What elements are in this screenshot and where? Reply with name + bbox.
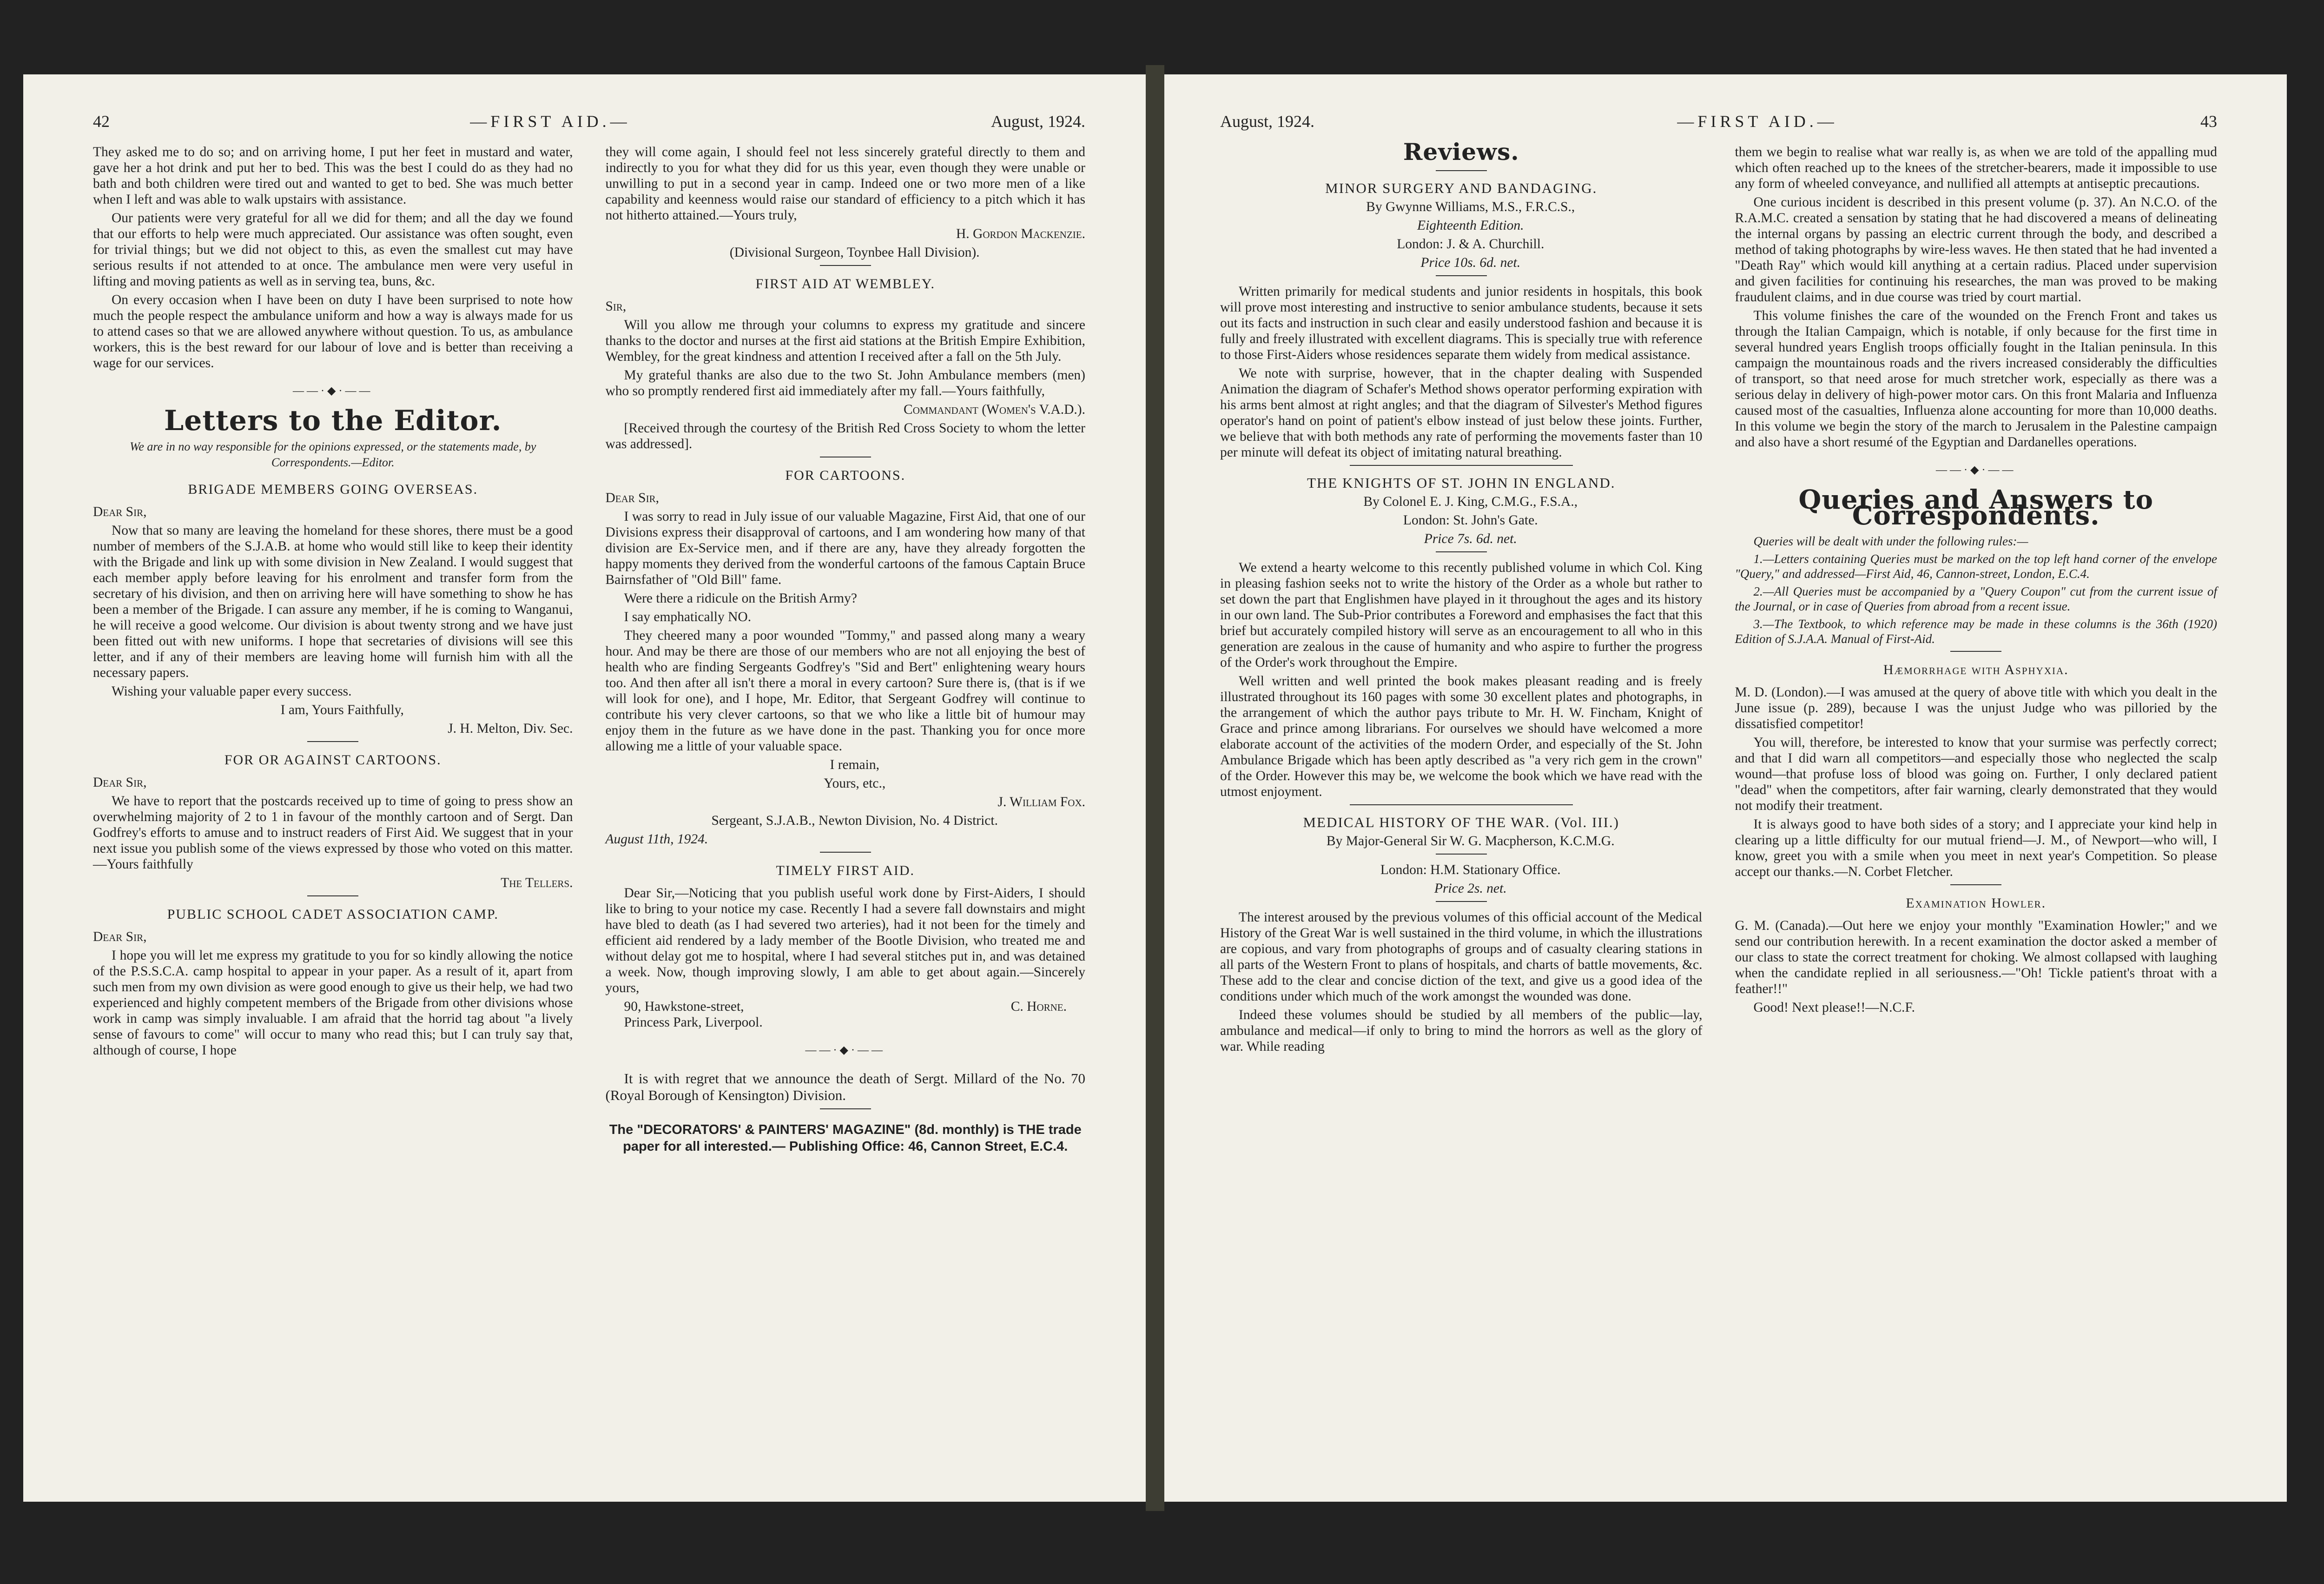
divider (1950, 884, 2001, 885)
paragraph: Well written and well printed the book makes pleasant reading and is freely illustrated throughout its 160 pages with some 30 excellent plates and photographs, in the arrangement of which the author pays tribute to Mr. H. W. Fincham, Knight of Grace and prince among librarians. For ourselves we should have welcomed a more elaborate account of the activities of the modern Order, and especially of the St. John Ambulance Brigade which has been aptly described as "a very rich gem in the crown" of the Order. However this may be, we welcome the book which we have read with the utmost enjoyment. (1220, 674, 1703, 799)
paragraph: I hope you will let me express my gratitude to you for so kindly allowing the notice of the P.S.S.C.A. camp hospital to appear in your paper. As a result of it, apart from such men from my own division as were good enough to give us their help, we had two experienced and highly competent members of the Brigade from other divisions whose work in camp was simply invaluable. I am afraid that the horrid tag about "a lively sense of favours to come" will occur to many who read this; but I can truly say that, although of course, I hope (93, 948, 573, 1058)
divider (1436, 901, 1487, 902)
paragraph: Will you allow me through your columns to express my gratitude and sincere thanks to the doctor and nurses at the first aid stations at the British Empire Exhibition, Wembley, for the great kindness and attention I received after a fall on the 5th July. (605, 318, 1085, 364)
letter-title: FOR CARTOONS. (785, 468, 906, 483)
closing: I remain, (830, 757, 879, 772)
paragraph: We note with surprise, however, that in the chapter dealing with Suspended Animation the diagram of Schafer's Method shows operator performing expiration with his arms bent almost at right angles; and that the diagram of Silvester's Method figures operator's hand on point of patient's elbow instead of just below these joints. Further, we believe that with both methods any rate of performing the movements faster than 10 per minute will defeat its object of imitating natural breathing. (1220, 366, 1703, 460)
editor-disclaimer: We are in no way responsible for the opinions expressed, or the statements made, by Correspondents.—Editor. (130, 440, 536, 469)
divider (1950, 651, 2001, 652)
address: 90, Hawkstone-street, (624, 999, 744, 1014)
book-spine (1146, 65, 1164, 1511)
signature: J. H. Melton, Div. Sec. (448, 721, 573, 736)
book-author: By Colonel E. J. King, C.M.G., F.S.A., (1363, 494, 1578, 509)
paragraph: We extend a hearty welcome to this recently published volume in which Col. King in pleasing fashion seeks not to write the history of the Order as a whole but rather to set down the part that Englishmen have played in it throughout the ages and its history in our own land. The Sub-Prior contributes a Foreword and emphasises the fact that this brief but accurately compiled history will serve as an encouragement to all who in this generation are zealous in the cause of humanity and who aspire to further the progress of the Order's work throughout the Empire. (1220, 560, 1703, 670)
right-column-2 (1735, 144, 2218, 1057)
query-title: Hæmorrhage with Asphyxia. (1883, 662, 2069, 677)
query-title: Examination Howler. (1906, 895, 2047, 911)
paragraph: G. M. (Canada).—Out here we enjoy your monthly "Examination Howler;" and we send our contribution herewith. In a recent examination the doctor asked a member of our class to state the correct treatment for choking. We almost collapsed with laughing when the candidate replied in all seriousness.—"Oh! Tickle patient's throat with a feather!!" (1735, 918, 2217, 996)
obituary-notice: It is with regret that we announce the death of Sergt. Millard of the No. 70 (Royal Borough of Kensington) Division. (605, 1070, 1085, 1103)
signature: C. Horne. (1010, 999, 1067, 1014)
letters-section-title: Letters to the Editor. (164, 404, 502, 437)
letter-title: BRIGADE MEMBERS GOING OVERSEAS. (188, 482, 478, 497)
paragraph: Wishing your valuable paper every success. (112, 684, 352, 699)
salutation: Dear Sir, (93, 504, 147, 519)
issue-date: August, 1924. (990, 112, 1085, 131)
book-author: By Major-General Sir W. G. Macpherson, K.C.M.G. (1326, 834, 1615, 848)
book-edition: Eighteenth Edition. (1417, 218, 1524, 233)
book-price: Price 10s. 6d. net. (1420, 255, 1521, 270)
salutation: Sir, (605, 299, 627, 314)
book-publisher: London: H.M. Stationary Office. (1380, 862, 1561, 877)
letter-title: PUBLIC SCHOOL CADET ASSOCIATION CAMP. (167, 907, 499, 922)
paragraph: It is always good to have both sides of a story; and I appreciate your kind help in clearing up a little difficulty for our mutual friend—J. M., of Newport—who will, I know, greet you with a smile when you meet in next year's Competition. So please accept our thanks.—N. Corbet Fletcher. (1735, 817, 2217, 879)
paragraph: Indeed these volumes should be studied by all members of the public—lay, ambulance and medical—if only to bring to mind the horrors as well as the glory of war. While reading (1220, 1007, 1703, 1054)
divider (307, 895, 358, 896)
book-publisher: London: J. & A. Churchill. (1397, 237, 1545, 252)
divider (820, 852, 871, 853)
paragraph: I say emphatically NO. (624, 610, 752, 624)
closing: I am, Yours Faithfully, (280, 703, 404, 717)
query-rule: 3.—The Textbook, to which reference may be made in these columns is the 36th (1920) Edition of S.J.A.A. Manual of First-Aid. (1735, 617, 2217, 646)
ornament-divider: ——·◆·—— (805, 1044, 885, 1056)
paragraph: Written primarily for medical students and junior residents in hospitals, this book will prove most interesting and instructive to senior ambulance students, because it sets out its facts and instruction in such clear and easily understood fashion and because it is fully and freely illustrated with excellent diagrams. This is specially true with reference to those First-Aiders whose residences separate them widely from medical assistance. (1220, 284, 1703, 362)
queries-section-title: Queries and Answers to Correspondents. (1798, 484, 2153, 531)
divider (307, 741, 358, 742)
signature: The Tellers. (501, 875, 573, 890)
book-price: Price 7s. 6d. net. (1424, 531, 1517, 546)
journal-title: —FIRST AID.— (470, 112, 631, 131)
letter-title: FOR OR AGAINST CARTOONS. (224, 752, 442, 768)
left-column-2 (606, 144, 1086, 1155)
left-column-1 (93, 144, 573, 1155)
book-title: THE KNIGHTS OF ST. JOHN IN ENGLAND. (1307, 475, 1616, 491)
reviews-section-title: Reviews. (1403, 138, 1519, 166)
closing: Yours, etc., (824, 776, 886, 791)
paragraph: We have to report that the postcards received up to time of going to press show an overwhelming majority of 2 to 1 in favour of the monthly cartoon and of Sergt. Dan Godfrey's efforts to amuse and to instruct readers of First Aid. We suggest that in your next issue you publish some of the views expressed by those who voted on this matter.—Yours faithfully (93, 794, 573, 872)
paragraph: Dear Sir,—Noticing that you publish useful work done by First-Aiders, I should like to bring to your notice my case. Recently I had a severe fall downstairs and might have bled to death (as I had severed two arteries), had it not been for the timely and efficient aid rendered by a lady member of the Bootle Division, who treated me and without delay got me to hospital, where I had several stitches put in, and was detained a week. Now, though improving slowly, I am able to get about again.—Sincerely yours, (605, 886, 1085, 995)
paragraph: they will come again, I should feel not less sincerely grateful directly to them and indirectly to you for what they did for us this year, even though they were unable or unwilling to put in a second year in camp. Indeed one or two more men of a like capability and keenness would raise our standard of efficiency to a pitch which it has not hitherto attained.—Yours truly, (605, 145, 1085, 223)
left-page (23, 74, 1146, 1502)
paragraph: One curious incident is described in this present volume (p. 37). An N.C.O. of the R.A.M.C. created a sensation by stating that he had discovered a means of delineating the internal organs by passing an electric current through the body, and described a method of taking photographs by wire-less waves. He then stated that he had invented a "Death Ray" which would kill anything at a certain radius. Placed under supervision and given facilities for continuing his researches, the man was proved to be making fraudulent claims, and in due course was tried by court martial. (1735, 195, 2217, 305)
divider (1436, 854, 1487, 855)
journal-title: —FIRST AID.— (1677, 112, 1838, 131)
paragraph: Our patients were very grateful for all we did for them; and all the day we found that our efforts to help were much appreciated. Our assistance was often sought, even for trivial things; but we did not object to this, as even the smallest cut may have serious results if not attended to at once. The ambulance men were very useful in lifting and moving patients as well as in serving tea, buns, &c. (93, 211, 573, 289)
right-page (1164, 74, 2287, 1502)
ornament-divider: ——·◆·—— (293, 385, 373, 397)
letter-title: TIMELY FIRST AID. (776, 863, 915, 878)
paragraph: M. D. (London).—I was amused at the query of above title with which you dealt in the June issue (p. 289), because I was the unjust Judge who was pilloried by the dissatisfied competitor! (1735, 685, 2217, 731)
signature: H. Gordon Mackenzie. (956, 226, 1085, 241)
paragraph: They asked me to do so; and on arriving home, I put her feet in mustard and water, gave her a hot drink and put her to bed. This was the best I could do as they had no bath and both children were tired out and wanted to get to bed. She was much better when I left and was able to walk upstairs with assistance. (93, 145, 573, 207)
paragraph: On every occasion when I have been on duty I have been surprised to note how much the people respect the ambulance uniform and how a way is always made for us to attend cases so that we are allowed anywhere without question. To us, as ambulance workers, this is the best reward for our labour of love and is better than receiving a wage for our services. (93, 292, 573, 371)
queries-intro: Queries will be dealt with under the following rules:— (1753, 534, 2028, 548)
ornament-divider: ——·◆·—— (1936, 464, 2016, 476)
salutation: Dear Sir, (605, 490, 659, 505)
issue-date: August, 1924. (1220, 112, 1315, 131)
editor-note: [Received through the courtesy of the British Red Cross Society to whom the letter was addressed]. (605, 421, 1085, 451)
divider (1436, 551, 1487, 552)
page-number: 42 (93, 112, 110, 131)
divider (1436, 275, 1487, 276)
signature-detail: Sergeant, S.J.A.B., Newton Division, No. 4 District. (711, 813, 998, 828)
divider (820, 265, 871, 266)
paragraph: This volume finishes the care of the wounded on the French Front and takes us through the Italian Campaign, which is notable, if only because for the first time in several hundred years English troops officially fought in the Italian peninsula. In this campaign the mountainous roads and the rivers increased considerably the difficulties of transport, so that need arose for much stretcher work, especially as there was a serious delay in delivery of high-power motor cars. On this front Malaria and Influenza caused most of the casualties, Influenza alone accounting for more than 10,000 deaths. In this volume we begin the story of the march to Jerusalem in the Palestine campaign and also have a short resumé of the Egyptian and Dardanelles operations. (1735, 308, 2217, 450)
running-head-left (93, 112, 1085, 131)
paragraph: You will, therefore, be interested to know that your surmise was perfectly correct; and that I did warn all competitors—and especially those who neglected the scalp wound—that profuse loss of blood was going on. Further, I only declared patient "dead" when the competitors, after fair warning, clearly demonstrated that they would not modify their treatment. (1735, 735, 2217, 813)
paragraph: The interest aroused by the previous volumes of this official account of the Medical History of the Great War is well sustained in the third volume, in which the illustrations are copious, and vary from photographs of groups and of casualty clearing stations in all parts of the Western Front to plans of hospitals, and charts of battle movements, &c. These add to the clear and concise diction of the text, and give us a good idea of the conditions under which much of the work amongst the wounded was done. (1220, 910, 1703, 1004)
query-rule: 1.—Letters containing Queries must be marked on the top left hand corner of the envelope "Query," and addressed—First Aid, 46, Cannon-street, London, E.C.4. (1735, 552, 2217, 581)
page-number: 43 (2200, 112, 2217, 131)
salutation: Dear Sir, (93, 929, 147, 944)
paragraph: them we begin to realise what war really is, as when we are told of the appalling mud which often reached up to the knees of the stretcher-bearers, made it impossible to use any form of wheeled conveyance, and nullified all attempts at antiseptic precautions. (1735, 145, 2217, 191)
signature-detail: (Divisional Surgeon, Toynbee Hall Division). (729, 245, 980, 260)
paragraph: I was sorry to read in July issue of our valuable Magazine, First Aid, that one of our Divisions express their disapproval of cartoons, and I am wondering how many of that division are Ex-Service men, and if there are any, have they already forgotten the happy moments they derived from the wonderful cartoons of the famous Captain Bruce Bairnsfather of "Old Bill" fame. (605, 509, 1085, 587)
paragraph: Good! Next please!!—N.C.F. (1753, 1000, 1915, 1015)
book-price: Price 2s. net. (1434, 881, 1507, 896)
signature-row (606, 999, 1086, 1014)
signature: J. William Fox. (997, 795, 1085, 809)
salutation: Dear Sir, (93, 775, 147, 790)
advertisement: The "DECORATORS' & PAINTERS' MAGAZINE" (8d. monthly) is THE trade paper for all interested.— Publishing Office: 46, Cannon Street, E.C.4. (609, 1122, 1082, 1154)
letter-date: August 11th, 1924. (605, 832, 708, 847)
paragraph: My grateful thanks are also due to the two St. John Ambulance members (men) who so promptly rendered first aid immediately after my fall.—Yours faithfully, (605, 368, 1085, 398)
query-rule: 2.—All Queries must be accompanied by a "Query Coupon" cut from the current issue of the Journal, or in case of Queries from abroad from a recent issue. (1735, 584, 2217, 613)
divider (1350, 804, 1573, 805)
book-title: MINOR SURGERY AND BANDAGING. (1325, 180, 1598, 196)
running-head-right (1220, 112, 2217, 131)
address: Princess Park, Liverpool. (624, 1015, 763, 1030)
paragraph: They cheered many a poor wounded "Tommy," and passed along many a weary hour. And may be there are those of our members who are not all enjoying the best of health who are finding Sergeants Godfrey's "Sid and Bert" enlightening weary hours too. And then after all isn't there a moral in every cartoon? Sure there is, (that is if we will look for one), and I hope, Mr. Editor, that Sergeant Godfrey will continue to contribute his very clever cartoons, so that we who like a little bit of humour may enjoy them in the future as we have done in the past. Thanking you for once more allowing me a little of your valuable space. (605, 628, 1085, 754)
book-title: MEDICAL HISTORY OF THE WAR. (Vol. III.) (1303, 814, 1619, 830)
right-column-1 (1220, 138, 1703, 1057)
paragraph: Were there a ridicule on the British Army? (624, 591, 857, 606)
book-author: By Gwynne Williams, M.S., F.R.C.S., (1366, 199, 1575, 214)
book-publisher: London: St. John's Gate. (1403, 513, 1538, 528)
letter-title: FIRST AID AT WEMBLEY. (755, 276, 936, 292)
signature: Commandant (Women's V.A.D.). (904, 402, 1085, 417)
paragraph: Now that so many are leaving the homeland for these shores, there must be a good number of members of the S.J.A.B. at home who would still like to keep their identity with the Brigade and link up with some division in New Zealand. I would suggest that each member apply before leaving for his enrolment and transfer form from the secretary of his division, and then on arriving here will have something to show he has been a member of the Brigade. I can assure any member, if he is coming to Wanganui, he will receive a good welcome. Our division is about twenty strong and we have just been fitted out with new uniforms. I hope that secretaries of divisions will see this letter, and if any of their members are leaving home will furnish him with all the necessary papers. (93, 523, 573, 680)
divider (1350, 465, 1573, 466)
divider (820, 1108, 871, 1109)
divider (1436, 170, 1487, 171)
